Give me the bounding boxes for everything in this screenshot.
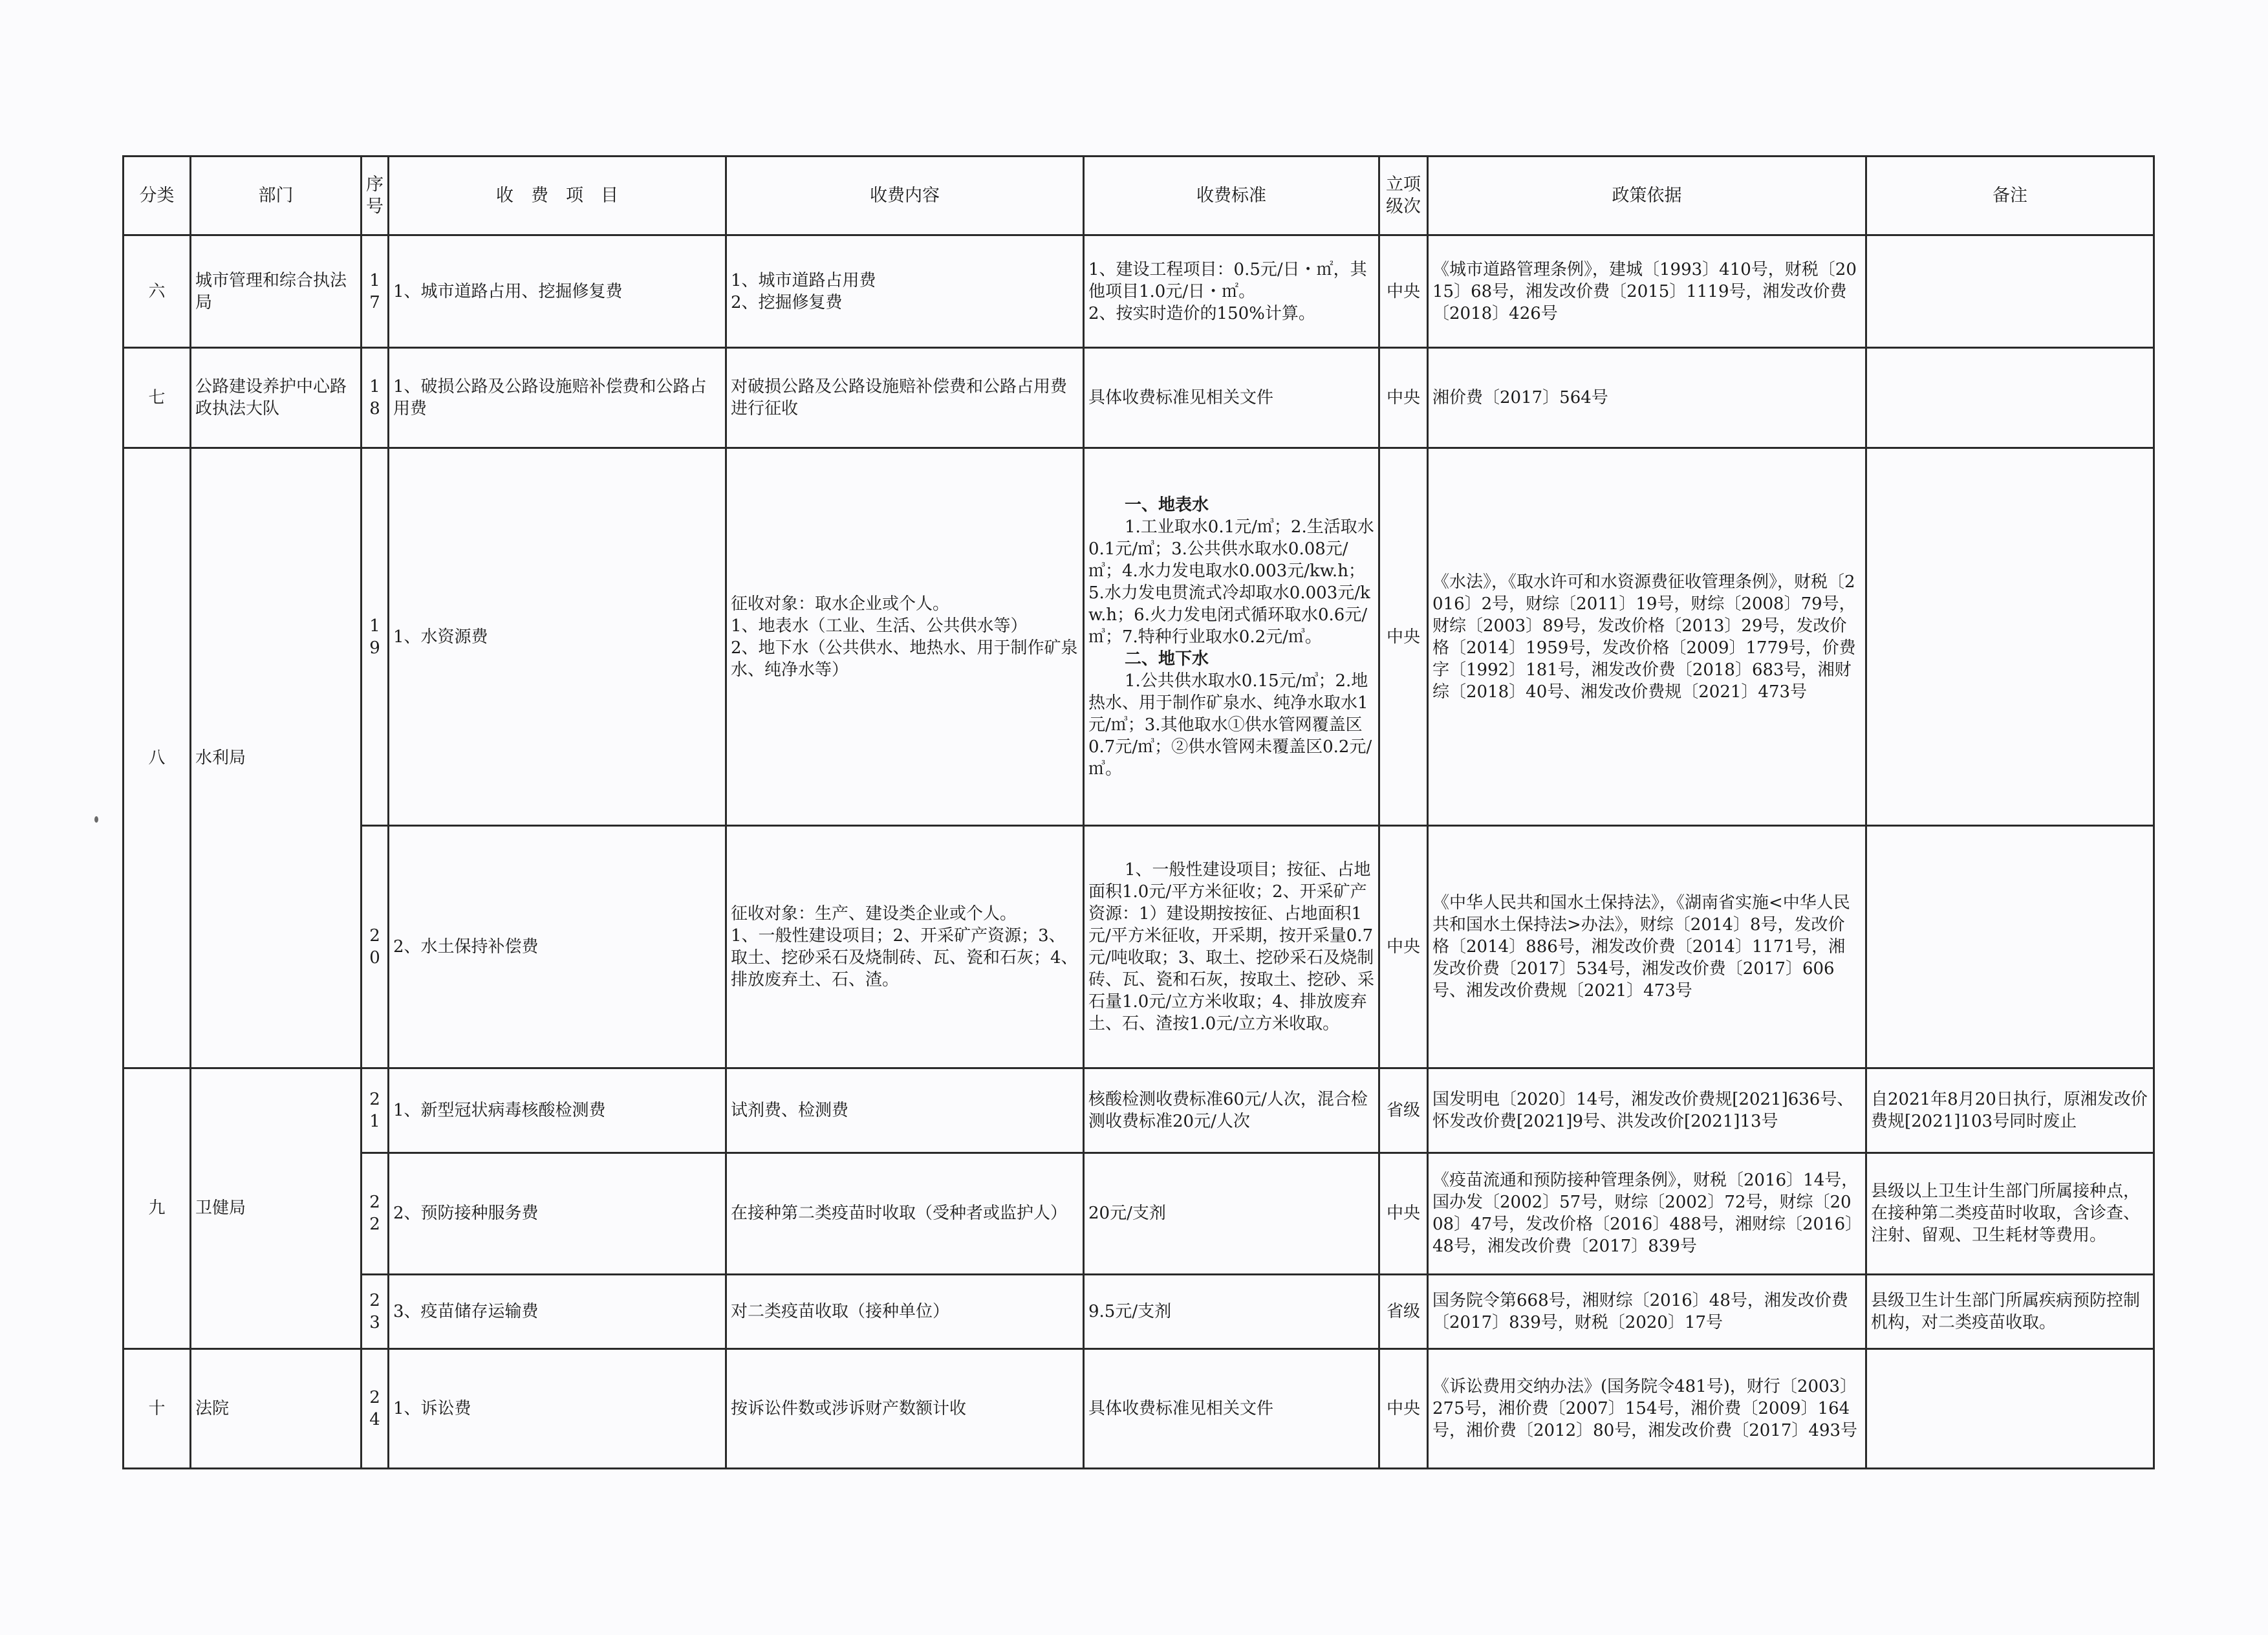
cell-basis: 《中华人民共和国水土保持法》，《湖南省实施<中华人民共和国水土保持法>办法》，财综〔2014〕8号，发改价格〔2014〕886号，湘发改价费〔2014〕1171号，湘发改价费〔2017〕534号，湘发改价费〔2017〕606号、湘发改价费规〔2021〕473号 — [1428, 826, 1866, 1068]
cell-remark — [1866, 826, 2154, 1068]
cell-standard: 1、一般性建设项目；按征、占地面积1.0元/平方米征收；2、开采矿产资源：1）建设期按按征、占地面积1元/平方米征收，开采期，按开采量0.7元/吨收取；3、取土、挖砂采石及烧制砖、瓦、瓷和石灰，按取土、挖砂、采石量1.0元/立方米收取；4、排放废弃土、石、渣按1.0元/立方米收取。 — [1084, 826, 1379, 1068]
cell-department: 公路建设养护中心路政执法大队 — [191, 348, 362, 448]
header-content: 收费内容 — [726, 157, 1084, 235]
cell-level: 中央 — [1379, 1153, 1428, 1274]
cell-category: 八 — [124, 448, 191, 1068]
standard-paragraph: 1.工业取水0.1元/㎥；2.生活取水0.1元/㎥；3.公共供水取水0.08元/㎥；4.水力发电取水0.003元/kw.h；5.水力发电贯流式冷却取水0.003元/kw.h；6.火力发电闭式循环取水0.6元/㎥；7.特种行业取水0.2元/㎥。 — [1088, 517, 1374, 647]
table-row — [124, 448, 2154, 826]
header-basis: 政策依据 — [1428, 157, 1866, 235]
header-item: 收 费 项 目 — [389, 157, 726, 235]
table-row — [124, 1348, 2154, 1468]
cell-department: 法院 — [191, 1348, 362, 1468]
cell-level: 中央 — [1379, 348, 1428, 448]
cell-category: 六 — [124, 235, 191, 348]
cell-basis: 国发明电〔2020〕14号，湘发改价费规[2021]636号、怀发改价费[2021]9号、洪发改价[2021]13号 — [1428, 1068, 1866, 1153]
cell-level: 中央 — [1379, 826, 1428, 1068]
standard-heading: 一、地表水 — [1125, 495, 1209, 515]
cell-basis: 《水法》，《取水许可和水资源费征收管理条例》，财税〔2016〕2号，财综〔2011〕19号，财综〔2008〕79号，财综〔2003〕89号，发改价格〔2013〕29号，发改价格〔2014〕1959号，发改价格〔2009〕1779号，价费字〔1992〕181号，湘发改价费〔2018〕683号，湘财综〔2018〕40号、湘发改价费规〔2021〕473号 — [1428, 448, 1866, 826]
cell-item: 3、疫苗储存运输费 — [389, 1274, 726, 1348]
cell-item: 2、水土保持补偿费 — [389, 826, 726, 1068]
cell-seq: 23 — [362, 1274, 389, 1348]
table-row — [124, 235, 2154, 348]
cell-content: 在接种第二类疫苗时收取（受种者或监护人） — [726, 1153, 1084, 1274]
cell-standard: 核酸检测收费标准60元/人次，混合检测收费标准20元/人次 — [1084, 1068, 1379, 1153]
table-row — [124, 1274, 2154, 1348]
cell-level: 省级 — [1379, 1068, 1428, 1153]
cell-remark — [1866, 448, 2154, 826]
header-department: 部门 — [191, 157, 362, 235]
cell-category: 七 — [124, 348, 191, 448]
cell-content: 按诉讼件数或涉诉财产数额计收 — [726, 1348, 1084, 1468]
cell-basis: 《疫苗流通和预防接种管理条例》，财税〔2016〕14号，国办发〔2002〕57号，财综〔2002〕72号，财综〔2008〕47号，发改价格〔2016〕488号，湘财综〔2016〕48号，湘发改价费〔2017〕839号 — [1428, 1153, 1866, 1274]
cell-item: 1、水资源费 — [389, 448, 726, 826]
cell-category: 九 — [124, 1068, 191, 1348]
cell-standard: 具体收费标准见相关文件 — [1084, 348, 1379, 448]
cell-remark — [1866, 235, 2154, 348]
cell-basis: 《城市道路管理条例》，建城〔1993〕410号，财税〔2015〕68号，湘发改价费〔2015〕1119号，湘发改价费〔2018〕426号 — [1428, 235, 1866, 348]
cell-item: 1、城市道路占用、挖掘修复费 — [389, 235, 726, 348]
cell-item: 1、破损公路及公路设施赔补偿费和公路占用费 — [389, 348, 726, 448]
cell-department: 水利局 — [191, 448, 362, 1068]
cell-content: 试剂费、检测费 — [726, 1068, 1084, 1153]
cell-remark — [1866, 348, 2154, 448]
cell-seq: 17 — [362, 235, 389, 348]
cell-item: 1、诉讼费 — [389, 1348, 726, 1468]
table-row — [124, 826, 2154, 1068]
table-row — [124, 1068, 2154, 1153]
cell-content: 对破损公路及公路设施赔补偿费和公路占用费进行征收 — [726, 348, 1084, 448]
scan-speck — [94, 816, 98, 823]
fee-table-sheet — [122, 155, 2153, 1469]
cell-seq: 22 — [362, 1153, 389, 1274]
cell-department: 城市管理和综合执法局 — [191, 235, 362, 348]
header-standard: 收费标准 — [1084, 157, 1379, 235]
cell-remark: 县级以上卫生计生部门所属接种点，在接种第二类疫苗时收取，含诊查、注射、留观、卫生耗材等费用。 — [1866, 1153, 2154, 1274]
cell-item: 2、预防接种服务费 — [389, 1153, 726, 1274]
cell-basis: 湘价费〔2017〕564号 — [1428, 348, 1866, 448]
cell-remark: 县级卫生计生部门所属疾病预防控制机构，对二类疫苗收取。 — [1866, 1274, 2154, 1348]
cell-remark: 自2021年8月20日执行，原湘发改价费规[2021]103号同时废止 — [1866, 1068, 2154, 1153]
cell-department: 卫健局 — [191, 1068, 362, 1348]
cell-seq: 20 — [362, 826, 389, 1068]
cell-seq: 21 — [362, 1068, 389, 1153]
cell-content: 对二类疫苗收取（接种单位） — [726, 1274, 1084, 1348]
cell-content: 征收对象：取水企业或个人。 1、地表水（工业、生活、公共供水等） 2、地下水（公共供水、地热水、用于制作矿泉水、纯净水等） — [726, 448, 1084, 826]
cell-category: 十 — [124, 1348, 191, 1468]
header-remark: 备注 — [1866, 157, 2154, 235]
cell-level: 省级 — [1379, 1274, 1428, 1348]
table-header-row — [124, 157, 2154, 235]
cell-standard: 9.5元/支剂 — [1084, 1274, 1379, 1348]
table-row — [124, 348, 2154, 448]
table-row — [124, 1153, 2154, 1274]
cell-remark — [1866, 1348, 2154, 1468]
cell-standard: 具体收费标准见相关文件 — [1084, 1348, 1379, 1468]
cell-standard: 1、建设工程项目：0.5元/日・㎡，其他项目1.0元/日・㎡。 2、按实时造价的150%计算。 — [1084, 235, 1379, 348]
cell-level: 中央 — [1379, 448, 1428, 826]
cell-content: 1、城市道路占用费 2、挖掘修复费 — [726, 235, 1084, 348]
header-seq: 序号 — [362, 157, 389, 235]
cell-content: 征收对象：生产、建设类企业或个人。 1、一般性建设项目；2、开采矿产资源；3、取土、挖砂采石及烧制砖、瓦、瓷和石灰；4、排放废弃土、石、渣。 — [726, 826, 1084, 1068]
fee-table — [122, 155, 2155, 1469]
header-category: 分类 — [124, 157, 191, 235]
standard-heading: 二、地下水 — [1125, 649, 1209, 669]
cell-item: 1、新型冠状病毒核酸检测费 — [389, 1068, 726, 1153]
cell-seq: 24 — [362, 1348, 389, 1468]
cell-basis: 《诉讼费用交纳办法》(国务院令481号)，财行〔2003〕275号，湘价费〔2007〕154号，湘价费〔2009〕164号，湘价费〔2012〕80号，湘发改价费〔2017〕493号 — [1428, 1348, 1866, 1468]
header-level: 立项级次 — [1379, 157, 1428, 235]
cell-seq: 18 — [362, 348, 389, 448]
cell-level: 中央 — [1379, 1348, 1428, 1468]
cell-level: 中央 — [1379, 235, 1428, 348]
cell-seq: 19 — [362, 448, 389, 826]
cell-standard: 20元/支剂 — [1084, 1153, 1379, 1274]
standard-paragraph: 1.公共供水取水0.15元/㎥；2.地热水、用于制作矿泉水、纯净水取水1元/㎥；3.其他取水①供水管网覆盖区0.7元/㎥；②供水管网未覆盖区0.2元/㎥。 — [1088, 671, 1372, 779]
cell-basis: 国务院令第668号，湘财综〔2016〕48号，湘发改价费〔2017〕839号，财税〔2020〕17号 — [1428, 1274, 1866, 1348]
cell-standard — [1084, 448, 1379, 826]
